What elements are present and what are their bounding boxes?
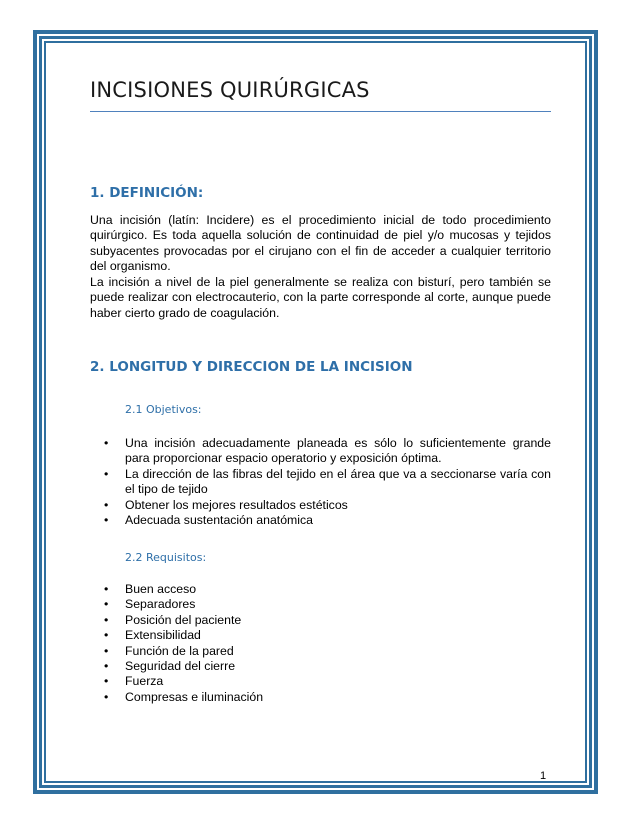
list-item — [90, 628, 551, 643]
list-item — [90, 436, 551, 467]
list-item-text: Posición del paciente — [125, 612, 242, 627]
bullet-icon: • — [104, 513, 109, 528]
bullet-icon: • — [104, 466, 109, 481]
list-item-text: Separadores — [125, 597, 196, 612]
list-item — [90, 644, 551, 659]
section-1-heading: 1. DEFINICIÓN: — [90, 185, 204, 201]
list-item-text: Fuerza — [125, 674, 164, 689]
list-item — [90, 582, 551, 597]
list-item — [90, 467, 551, 498]
requisitos-heading: 2.2 Requisitos: — [125, 551, 207, 564]
bullet-icon: • — [104, 497, 109, 512]
definition-paragraph-2: La incisión a nivel de la piel generalmente se realiza con bisturí, pero también se puede realizar con electrocauterio, con la parte corresponde al corte, aunque puede haber cierto grado de coagulación. — [90, 275, 551, 320]
title-underline — [90, 111, 551, 112]
bullet-icon: • — [104, 674, 109, 689]
list-item-text: Adecuada sustentación anatómica — [125, 513, 313, 528]
list-item-text: Función de la pared — [125, 643, 234, 658]
list-item — [90, 597, 551, 612]
list-item-text: La dirección de las fibras del tejido en el área que va a seccionarse varía con el tipo de tejido — [125, 466, 551, 497]
section-2-heading: 2. LONGITUD Y DIRECCION DE LA INCISION — [90, 359, 413, 375]
bullet-icon: • — [104, 659, 109, 674]
bullet-icon: • — [104, 597, 109, 612]
list-item-text: Buen acceso — [125, 582, 197, 596]
page-number: 1 — [540, 770, 547, 782]
bullet-icon: • — [104, 436, 109, 450]
bullet-icon: • — [104, 689, 109, 704]
list-item — [90, 513, 551, 528]
list-item — [90, 498, 551, 513]
requisitos-list — [90, 582, 551, 705]
list-item — [90, 613, 551, 628]
document-title: INCISIONES QUIRÚRGICAS — [90, 78, 370, 102]
objetivos-heading: 2.1 Objetivos: — [125, 403, 202, 416]
objetivos-list — [90, 436, 551, 528]
bullet-icon: • — [104, 628, 109, 643]
list-item-text: Compresas e iluminación — [125, 689, 264, 704]
list-item-text: Seguridad del cierre — [125, 659, 236, 674]
list-item-text: Una incisión adecuadamente planeada es sólo lo suficientemente grande para proporcionar espacio operatorio y exposición óptima. — [125, 436, 551, 466]
bullet-icon: • — [104, 612, 109, 627]
list-item — [90, 690, 551, 705]
list-item — [90, 674, 551, 689]
list-item-text: Obtener los mejores resultados estéticos — [125, 497, 348, 512]
list-item-text: Extensibilidad — [125, 628, 201, 643]
bullet-icon: • — [104, 582, 109, 596]
bullet-icon: • — [104, 643, 109, 658]
definition-paragraph-1: Una incisión (latín: Incidere) es el procedimiento inicial de todo procedimiento quirúrgico. Es toda aquella solución de continuidad de piel y/o mucosas y tejidos subyacentes provocadas por el cirujano con el fin de acceder a cualquier territorio del organismo. — [90, 213, 551, 274]
list-item — [90, 659, 551, 674]
